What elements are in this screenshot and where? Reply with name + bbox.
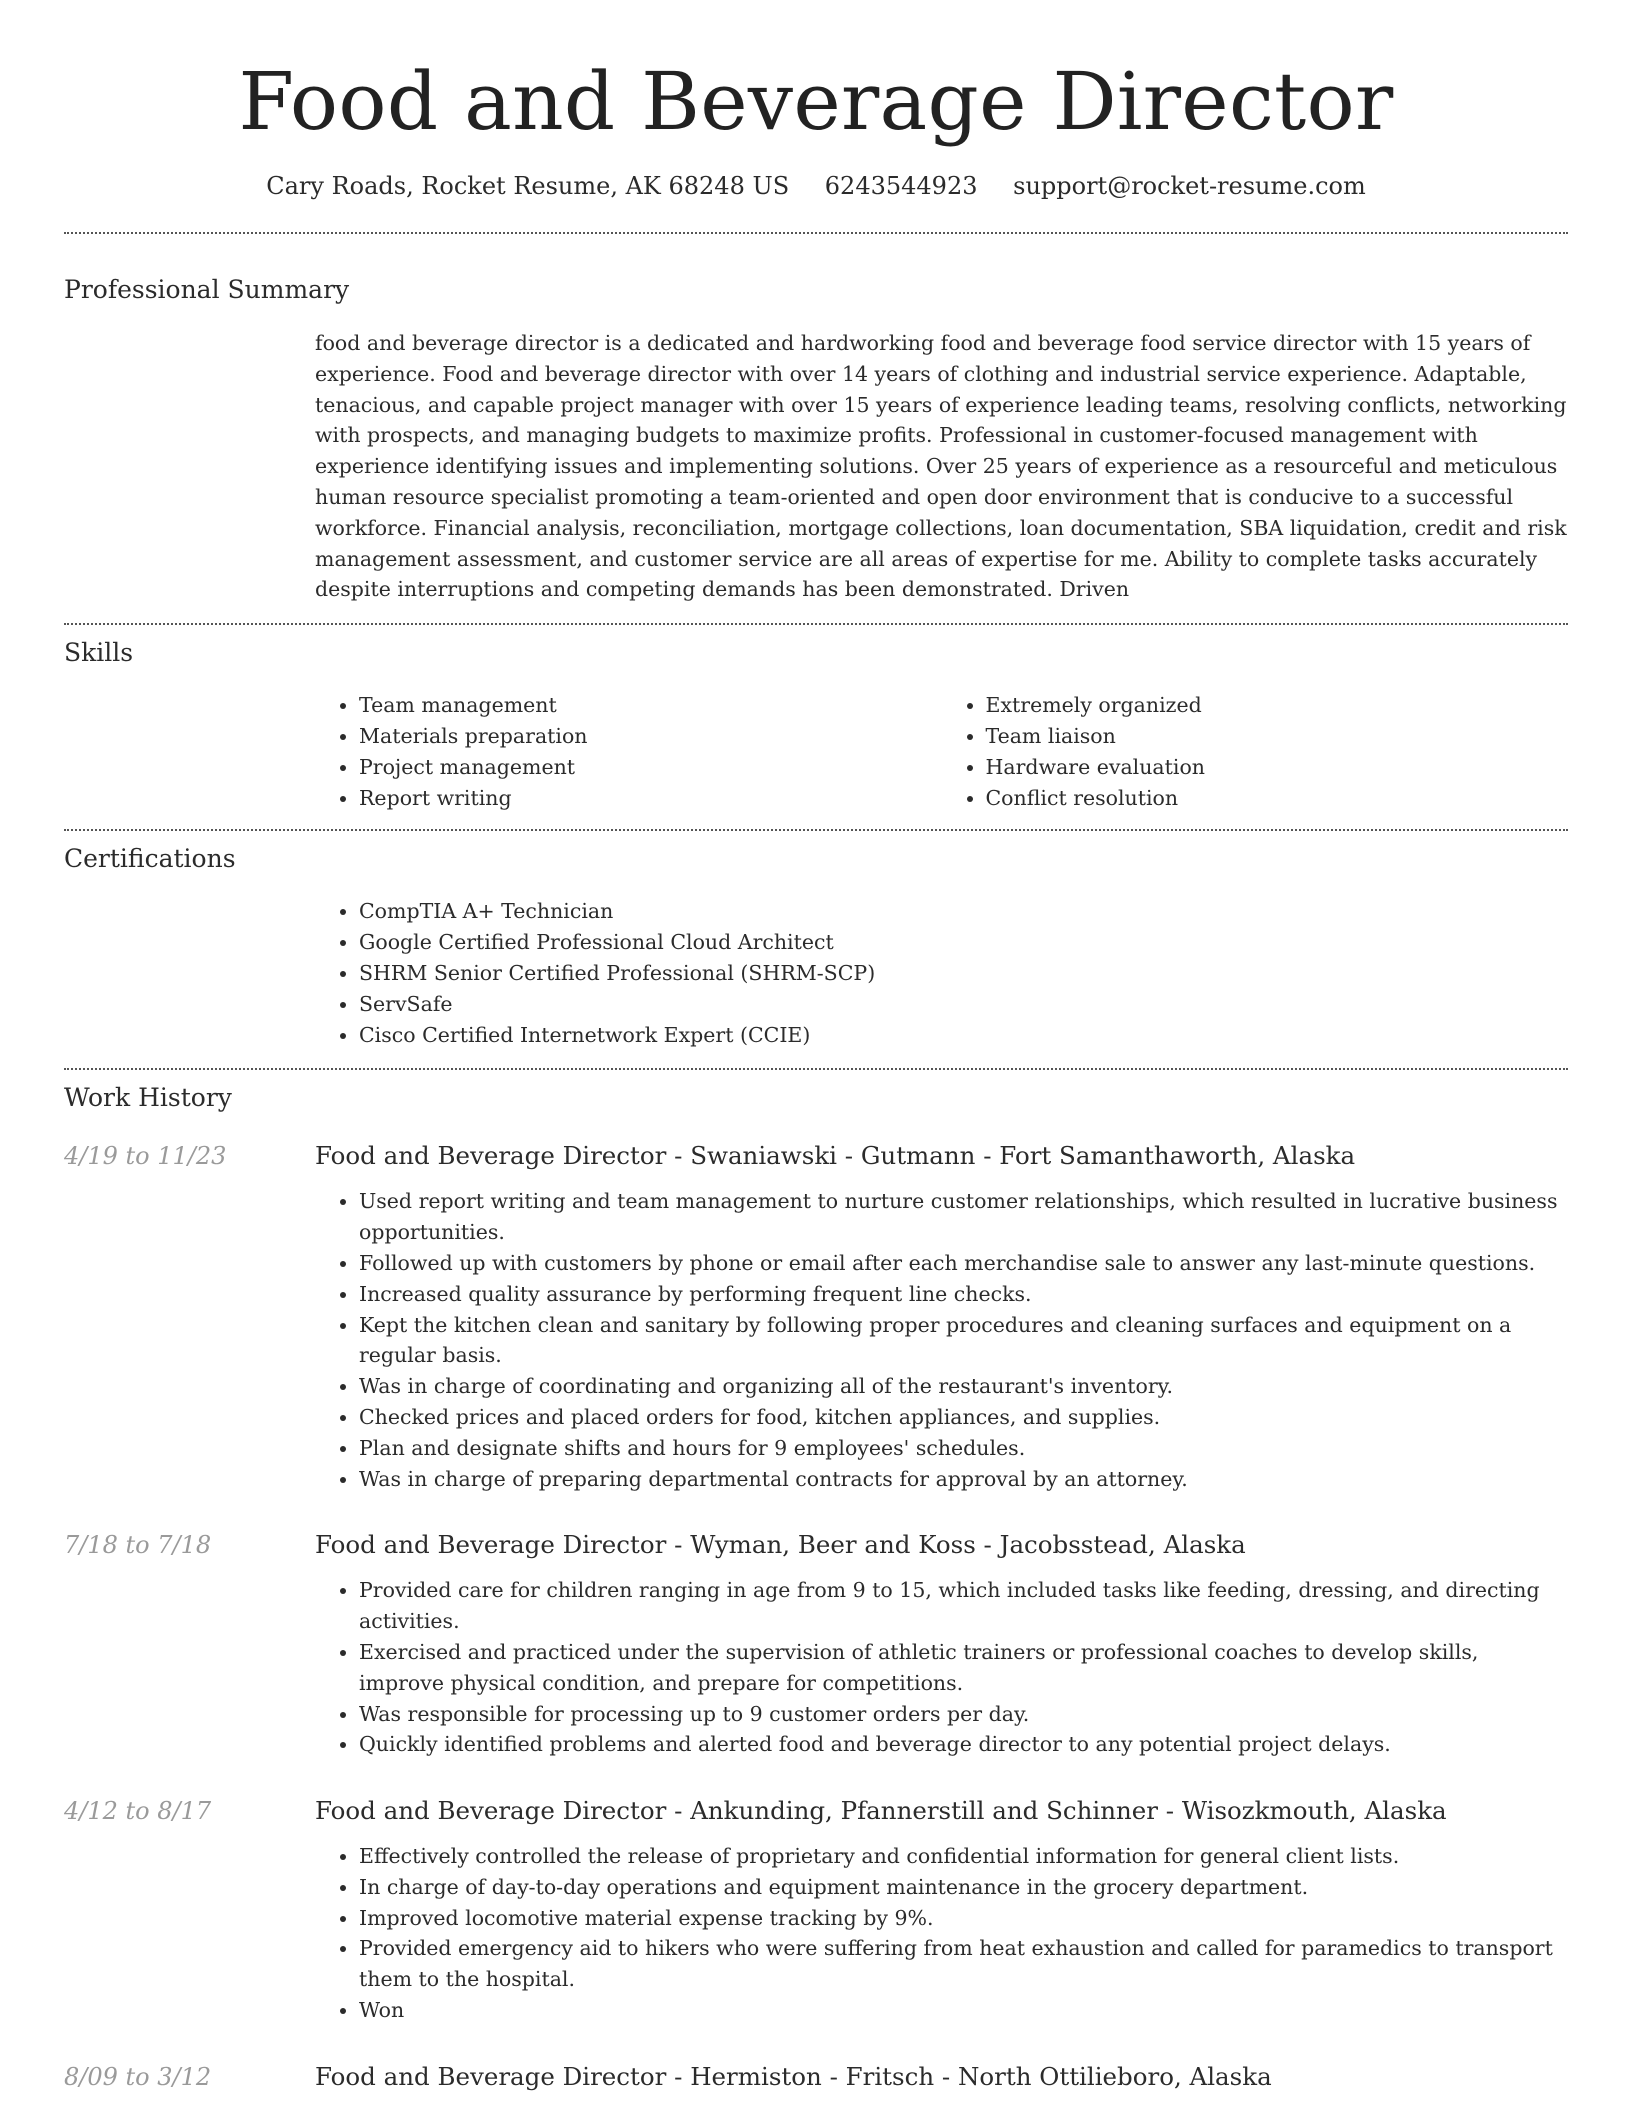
divider	[64, 829, 1568, 831]
section-title-summary: Professional Summary	[64, 275, 350, 304]
certification-item: • ServSafe	[359, 989, 1568, 1020]
certification-item: • CompTIA A+ Technician	[359, 896, 1568, 927]
certifications-section	[64, 842, 1568, 1050]
skill-item: • Hardware evaluation	[986, 752, 1569, 783]
job-bullets	[315, 1841, 1568, 2026]
job-bullet: • Won	[359, 1995, 1568, 2026]
contact-email: support@rocket-resume.com	[1013, 172, 1366, 200]
divider	[64, 623, 1568, 625]
job-bullet: • Used report writing and team management to nurture customer relationships, which resulted in lucrative business opportunities.	[359, 1186, 1568, 1248]
section-title-work-history: Work History	[64, 1083, 232, 1113]
job-bullet: • In charge of day-to-day operations and equipment maintenance in the grocery department.	[359, 1872, 1568, 1903]
section-title-skills: Skills	[64, 638, 134, 668]
skills-list-left	[315, 690, 942, 813]
job-heading: Food and Beverage Director - Wyman, Beer and Koss - Jacobsstead, Alaska	[315, 1530, 1246, 1560]
section-title-certifications: Certifications	[64, 844, 236, 874]
job-bullet: • Checked prices and placed orders for food, kitchen appliances, and supplies.	[359, 1402, 1568, 1433]
job-bullet: • Quickly identified problems and alerted food and beverage director to any potential project delays.	[359, 1729, 1568, 1760]
summary-text: food and beverage director is a dedicated and hardworking food and beverage food service director with 15 years of experience. Food and beverage director with over 14 years of clothing and industrial service experience. Adaptable, tenacious, and capable project manager with over 15 years of experience leading teams, resolving conflicts, networking with prospects, and managing budgets to maximize profits. Professional in customer-focused management with experience identifying issues and implementing solutions. Over 25 years of experience as a resourceful and meticulous human resource specialist promoting a team-oriented and open door environment that is conducive to a successful workforce. Financial analysis, reconciliation, mortgage collections, loan documentation, SBA liquidation, credit and risk management assessment, and customer service are all areas of expertise for me. Ability to complete tasks accurately despite interruptions and competing demands has been demonstrated. Driven	[315, 331, 1567, 602]
skill-item: • Team liaison	[986, 721, 1569, 752]
job-dates: 8/09 to 3/12	[64, 2062, 212, 2091]
job-bullet: • Kept the kitchen clean and sanitary by following proper procedures and cleaning surfaces and equipment on a regular basis.	[359, 1310, 1568, 1372]
summary-section	[64, 273, 1568, 605]
job-entry	[64, 2060, 1568, 2094]
job-bullets	[315, 1575, 1568, 1760]
job-bullet: • Improved locomotive material expense tracking by 9%.	[359, 1903, 1568, 1934]
skill-item: • Materials preparation	[359, 721, 942, 752]
job-dates: 7/18 to 7/18	[64, 1531, 212, 1560]
job-bullet: • Followed up with customers by phone or email after each merchandise sale to answer any last-minute questions.	[359, 1248, 1568, 1279]
certification-item: • Google Certified Professional Cloud Architect	[359, 927, 1568, 958]
job-heading: Food and Beverage Director - Swaniawski - Gutmann - Fort Samanthaworth, Alaska	[315, 1141, 1356, 1171]
job-dates: 4/12 to 8/17	[64, 1797, 212, 1826]
skill-item: • Conflict resolution	[986, 783, 1569, 814]
job-entry	[64, 1794, 1568, 2026]
resume-page	[64, 0, 1568, 2094]
divider	[64, 232, 1568, 234]
job-bullet: • Plan and designate shifts and hours for 9 employees' schedules.	[359, 1433, 1568, 1464]
job-bullet: • Provided care for children ranging in age from 9 to 15, which included tasks like feeding, dressing, and directing activities.	[359, 1575, 1568, 1637]
job-entry	[64, 1139, 1568, 1494]
work-history-section	[64, 1081, 1568, 2094]
certifications-list	[315, 896, 1568, 1050]
job-bullet: • Exercised and practiced under the supervision of athletic trainers or professional coaches to develop skills, improve physical condition, and prepare for competitions.	[359, 1637, 1568, 1699]
contact-address: Cary Roads, Rocket Resume, AK 68248 US	[266, 172, 790, 200]
job-bullet: • Provided emergency aid to hikers who were suffering from heat exhaustion and called for paramedics to transport them to the hospital.	[359, 1933, 1568, 1995]
job-entry	[64, 1528, 1568, 1760]
contact-phone: 6243544923	[824, 172, 978, 200]
certification-item: • SHRM Senior Certified Professional (SHRM-SCP)	[359, 958, 1568, 989]
divider	[64, 1068, 1568, 1070]
skills-list-right	[942, 690, 1569, 813]
resume-name: Food and Beverage Director	[238, 55, 1394, 148]
certification-item: • Cisco Certified Internetwork Expert (CCIE)	[359, 1020, 1568, 1051]
job-bullet: • Was responsible for processing up to 9 customer orders per day.	[359, 1699, 1568, 1730]
skill-item: • Team management	[359, 690, 942, 721]
job-bullet: • Was in charge of preparing departmental contracts for approval by an attorney.	[359, 1464, 1568, 1495]
job-heading: Food and Beverage Director - Hermiston - Fritsch - North Ottilieboro, Alaska	[315, 2061, 1272, 2091]
skill-item: • Report writing	[359, 783, 942, 814]
skills-section	[64, 636, 1568, 813]
job-bullets	[315, 1186, 1568, 1494]
contact-line	[64, 170, 1568, 202]
job-heading: Food and Beverage Director - Ankunding, Pfannerstill and Schinner - Wisozkmouth, Alaska	[315, 1796, 1447, 1826]
skill-item: • Project management	[359, 752, 942, 783]
job-bullet: • Increased quality assurance by performing frequent line checks.	[359, 1279, 1568, 1310]
job-dates: 4/19 to 11/23	[64, 1142, 227, 1171]
job-bullet: • Effectively controlled the release of proprietary and confidential information for general client lists.	[359, 1841, 1568, 1872]
job-bullet: • Was in charge of coordinating and organizing all of the restaurant's inventory.	[359, 1371, 1568, 1402]
skill-item: • Extremely organized	[986, 690, 1569, 721]
